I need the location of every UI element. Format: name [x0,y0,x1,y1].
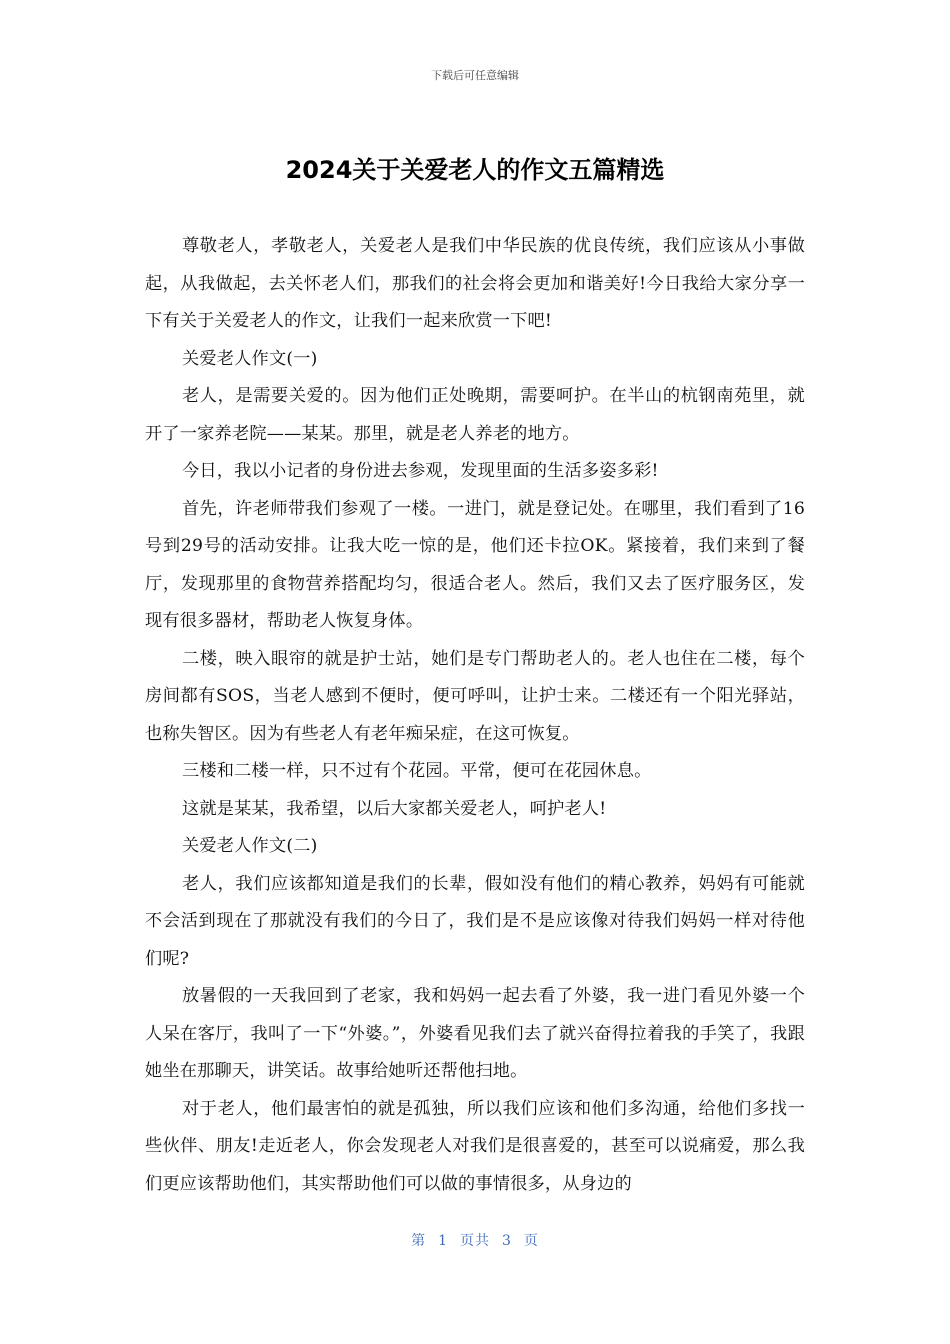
paragraph: 这就是某某，我希望，以后大家都关爱老人，呵护老人! [182,798,607,819]
footer-page-number: 1 [438,1233,448,1249]
footer-suffix: 页 [523,1233,539,1249]
paragraph: 老人，我们应该都知道是我们的长辈，假如没有他们的精心教养，妈妈有可能就不会活到现在了那就没有我们的今日了，我们是不是应该像对待我们妈妈一样对待他们呢? [145,873,805,969]
paragraph: 老人，是需要关爱的。因为他们正处晚期，需要呵护。在半山的杭钢南苑里，就开了一家养老院——某某。那里，就是老人养老的地方。 [145,386,805,444]
paragraph: 三楼和二楼一样，只不过有个花园。平常，便可在花园休息。 [182,761,652,781]
paragraph: 今日，我以小记者的身份进去参观，发现里面的生活多姿多彩! [182,461,659,481]
footer-middle: 页共 [460,1233,490,1249]
footer-total-pages: 3 [502,1233,512,1249]
paragraph: 对于老人，他们最害怕的就是孤独，所以我们应该和他们多沟通，给他们多找一些伙伴、朋友!走近老人，你会发现老人对我们是很喜爱的，甚至可以说痛爱，那么我们更应该帮助他们，其实帮助他们可以做的事情很多，从身边的 [145,1098,805,1194]
paragraph: 二楼，映入眼帘的就是护士站，她们是专门帮助老人的。老人也住在二楼，每个房间都有SOS，当老人感到不便时，便可呼叫，让护士来。二楼还有一个阳光驿站，也称失智区。因为有些老人有老年痴呆症，在这可恢复。 [145,648,805,744]
document-title: 2024关于关爱老人的作文五篇精选 [285,156,665,184]
footer-prefix: 第 [411,1233,427,1249]
paragraph: 首先，许老师带我们参观了一楼。一进门，就是登记处。在哪里，我们看到了16号到29号的活动安排。让我大吃一惊的是，他们还卡拉OK。紧接着，我们来到了餐厅，发现那里的食物营养搭配均匀，很适合老人。然后，我们又去了医疗服务区，发现有很多器材，帮助老人恢复身体。 [145,498,805,631]
document-body [145,228,805,1203]
page-footer [0,1230,950,1250]
paragraph: 放暑假的一天我回到了老家，我和妈妈一起去看了外婆，我一进门看见外婆一个人呆在客厅，我叫了一下“外婆。”，外婆看见我们去了就兴奋得拉着我的手笑了，我跟她坐在那聊天，讲笑话。故事给她听还帮他扫地。 [145,986,805,1081]
paragraph-intro: 尊敬老人，孝敬老人，关爱老人是我们中华民族的优良传统，我们应该从小事做起，从我做起，去关怀老人们，那我们的社会将会更加和谐美好!今日我给大家分享一下有关于关爱老人的作文，让我们一起来欣赏一下吧! [145,236,805,331]
section-heading-one: 关爱老人作文(一) [182,348,318,369]
section-heading-two: 关爱老人作文(二) [182,836,318,856]
header-note: 下载后可任意编辑 [431,69,519,82]
